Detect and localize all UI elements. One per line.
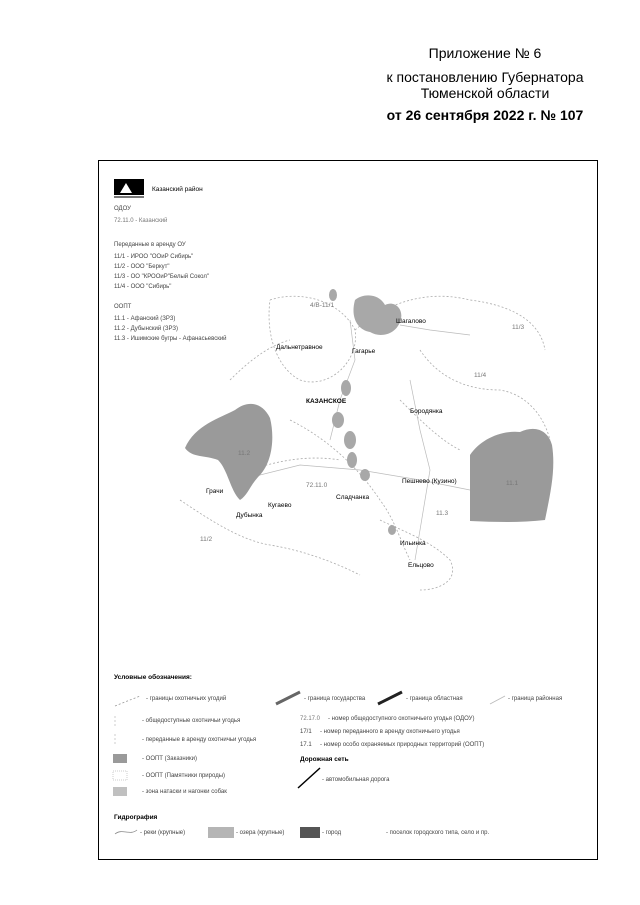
place-dalmatovo: Дальнетравное <box>276 344 323 351</box>
lease-title: Переданные в аренду ОУ <box>114 242 186 248</box>
legend-oopt-pam: - ООПТ (Памятники природы) <box>142 773 226 779</box>
zone-label: 72.11.0 <box>306 482 328 489</box>
legend-city: - город <box>322 830 342 836</box>
place-peshnevo: Пешнево (Кузино) <box>402 478 457 485</box>
place-kugaevo: Кугаево <box>268 502 292 509</box>
odou-title: ОДОУ <box>114 206 131 212</box>
lease-item: 11/4 - ООО "Сибирь" <box>114 284 172 290</box>
legend-num-public: - номер общедоступного охотничьего угодья (ОДОУ) <box>328 716 475 722</box>
place-shagalovo: Шагалово <box>396 318 426 325</box>
oopt-11-1-area <box>470 429 553 522</box>
oopt-11-2-area <box>185 404 272 500</box>
legend-symbols <box>113 692 505 838</box>
zone-label: 11/3 <box>512 324 525 331</box>
legend-state-border: - граница государства <box>304 696 366 702</box>
legend-num-leased: - номер переданного в аренду охотничьего угодья <box>320 729 460 735</box>
place-kazanskoe: КАЗАНСКОЕ <box>306 398 347 405</box>
place-grachi: Грачи <box>206 488 224 495</box>
zone-label: 11/4 <box>474 372 487 379</box>
legend-dog-zone: - зона натаски и нагонки собак <box>142 789 227 795</box>
legend-road-title: Дорожная сеть <box>300 756 349 763</box>
legend-leased-lands: - переданные в аренду охотничьи угодья <box>142 737 257 743</box>
place-elcovo: Ельцово <box>408 562 434 569</box>
legend-settlement: - поселок городского типа, село и пр. <box>386 830 490 836</box>
zone-label: 4/В-11/1 <box>310 302 335 309</box>
oopt-item: 11.2 - Дубынский (ЗРЗ) <box>114 326 178 332</box>
zone-label: 11/2 <box>200 536 213 543</box>
legend-lakes: - озера (крупные) <box>236 830 285 836</box>
place-dubynka: Дубынка <box>236 512 263 519</box>
lease-item: 11/1 - ИРОО "ООиР Сибирь" <box>114 254 194 260</box>
place-ilyinka: Ильинка <box>400 540 426 547</box>
appendix-number: Приложение № 6 <box>428 45 542 61</box>
appendix-region: Тюменской области <box>420 85 550 101</box>
legend-num-oopt: - номер особо охраняемых природных территорий (ООПТ) <box>320 742 485 748</box>
oopt-item: 11.1 - Афанский (ЗРЗ) <box>114 316 176 322</box>
legend-hunting-border: - границы охотничьих угодий <box>146 696 227 702</box>
place-gagarye: Гагарье <box>352 348 376 355</box>
legend-region-border: - граница областная <box>406 696 463 702</box>
zone-label: 11.3 <box>436 510 449 517</box>
appendix-date: от 26 сентября 2022 г. № 107 <box>386 107 584 123</box>
oopt-item: 11.3 - Ишимские бугры - Афанасьевский <box>114 336 227 342</box>
legend-code-leased: 17/1 <box>300 729 312 735</box>
lease-item: 11/3 - ОО "КРООиР"Белый Сокол" <box>114 274 209 280</box>
zone-label: 11.1 <box>506 480 519 487</box>
district-emblem-icon <box>114 179 144 198</box>
zone-label: 11.2 <box>238 450 251 457</box>
legend-code-oopt: 17.1 <box>300 742 312 748</box>
legend-public-lands: - общедоступные охотничьи угодья <box>142 718 241 724</box>
legend-oopt-zak: - ООПТ (Заказники) <box>142 756 198 762</box>
odou-item: 72.11.0 - Казанский <box>114 218 168 224</box>
legend-code-public: 72.17.0 <box>300 716 321 722</box>
place-sladchanka: Сладчанка <box>336 494 370 501</box>
legend-hydro-title: Гидрография <box>114 814 158 821</box>
place-borodyanka: Бородянка <box>410 408 443 415</box>
legend-title: Условные обозначения: <box>114 674 192 681</box>
district-name: Казанский район <box>152 186 203 193</box>
legend-road: - автомобильная дорога <box>322 777 390 783</box>
oopt-title: ООПТ <box>114 304 132 310</box>
legend-district-border: - граница районная <box>508 696 563 702</box>
appendix-ref: к постановлению Губернатора <box>386 69 584 85</box>
legend-rivers: - реки (крупные) <box>140 830 186 836</box>
lease-item: 11/2 - ООО "Беркут" <box>114 264 170 270</box>
